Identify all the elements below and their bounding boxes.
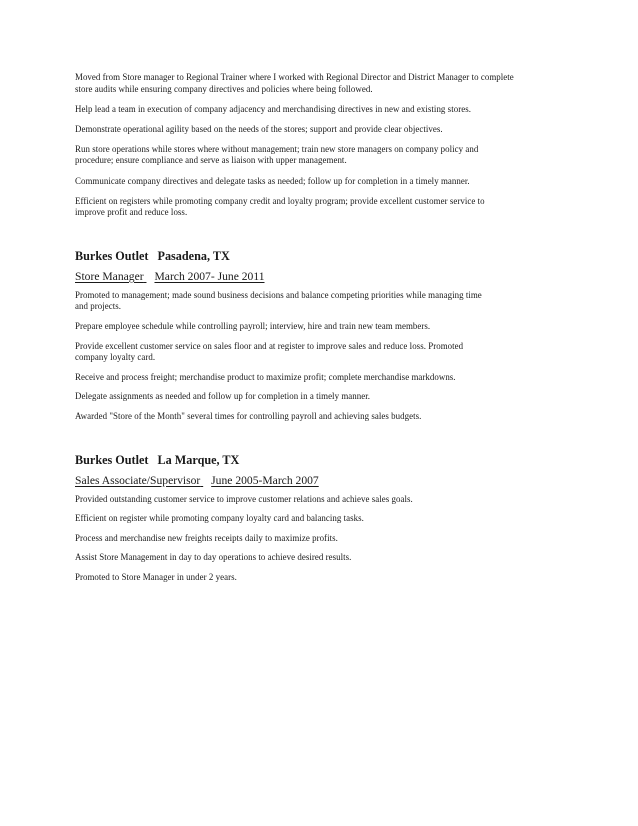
company-name: Burkes Outlet (75, 452, 149, 467)
job-dates: June 2005-March 2007 (211, 473, 319, 487)
job-duty: Provide excellent customer service on sales floor and at register to improve sales and reduce loss. Promoted company loyalty card. (75, 340, 464, 363)
job-duty: Provided outstanding customer service to improve customer relations and achieve sales goals. (75, 493, 413, 504)
job-duty: Prepare employee schedule while controlling payroll; interview, hire and train new team members. (75, 321, 431, 332)
job-duty: Process and merchandise new freights receipts daily to maximize profits. (75, 532, 338, 543)
company-location: Pasadena, TX (157, 248, 230, 263)
company-heading (75, 249, 570, 264)
intro-paragraph: Communicate company directives and delegate tasks as needed; follow up for completion in a timely manner. (75, 175, 470, 186)
company-name: Burkes Outlet (75, 248, 149, 263)
job-duty: Delegate assignments as needed and follow up for completion in a timely manner. (75, 391, 371, 402)
job-title: Store Manager (75, 269, 144, 283)
job-duty: Efficient on register while promoting company loyalty card and balancing tasks. (75, 513, 364, 524)
intro-paragraph: Moved from Store manager to Regional Trainer where I worked with Regional Director and District Manager to complete store audits while ensuring company directives and policies where being followed. (75, 72, 514, 94)
job-duty: Receive and process freight; merchandise product to maximize profit; complete merchandise markdowns. (75, 371, 456, 382)
job-duty: Promoted to Store Manager in under 2 years. (75, 571, 237, 582)
intro-paragraph: Help lead a team in execution of company adjacency and merchandising directives in new and existing stores. (75, 103, 471, 114)
intro-paragraph: Run store operations while stores where without management; train new store managers on company policy and procedure; ensure compliance and serve as liaison with upper management. (75, 143, 479, 166)
job-title: Sales Associate/Supervisor (75, 473, 201, 487)
company-heading (75, 453, 570, 468)
intro-section (75, 72, 570, 219)
job-duty: Awarded "Store of the Month" several times for controlling payroll and achieving sales budgets. (75, 411, 422, 421)
job-title-line (75, 474, 570, 488)
job-entry-la-marque (75, 453, 570, 584)
job-dates: March 2007- June 2011 (154, 269, 265, 283)
intro-paragraph: Efficient on registers while promoting company credit and loyalty program; provide excellent customer service to improve profit and reduce loss. (75, 195, 485, 218)
job-duty: Promoted to management; made sound business decisions and balance competing priorities while managing time and projects. (75, 289, 482, 312)
resume-content (75, 72, 570, 592)
job-entry-pasadena (75, 249, 570, 423)
company-location: La Marque, TX (157, 452, 240, 467)
job-duty: Assist Store Management in day to day operations to achieve desired results. (75, 552, 352, 563)
intro-paragraph: Demonstrate operational agility based on the needs of the stores; support and provide clear objectives. (75, 123, 443, 134)
job-title-line (75, 270, 570, 284)
